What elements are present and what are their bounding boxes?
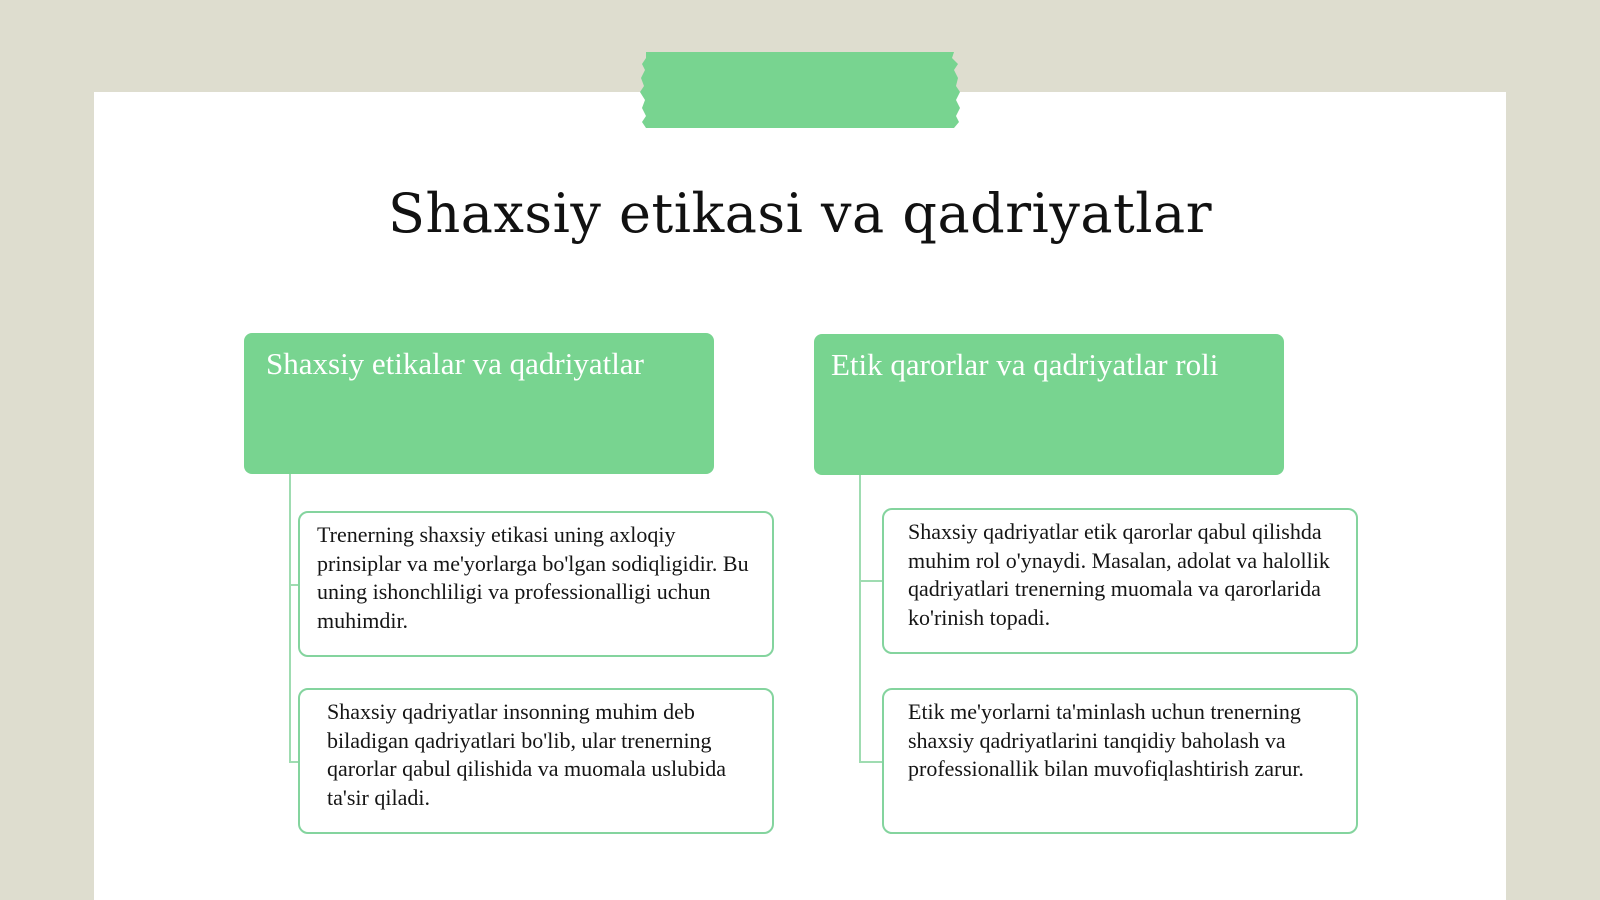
tree-connector-branch-right-2 bbox=[859, 761, 882, 763]
tree-connector-vertical-right bbox=[859, 475, 861, 763]
tree-connector-branch-right-1 bbox=[859, 580, 882, 582]
column-header-label: Etik qarorlar va qadriyatlar roli bbox=[831, 347, 1219, 382]
content-card bbox=[298, 688, 774, 834]
tree-connector-branch-left-1 bbox=[289, 584, 298, 586]
content-card bbox=[882, 688, 1358, 834]
tree-connector-vertical-left bbox=[289, 474, 291, 763]
slide-title: Shaxsiy etikasi va qadriyatlar bbox=[387, 182, 1213, 245]
column-header-ethical-decisions bbox=[814, 334, 1284, 475]
column-header-label: Shaxsiy etikalar va qadriyatlar bbox=[266, 346, 644, 381]
content-card-text: Shaxsiy qadriyatlar insonning muhim deb biladigan qadriyatlari bo'lib, ular trenerning qarorlar qabul qilishida va muomala uslubida ta'sir qiladi. bbox=[327, 699, 726, 810]
content-card bbox=[882, 508, 1358, 654]
washi-tape-decoration bbox=[640, 52, 960, 128]
content-card bbox=[298, 511, 774, 657]
content-card-text: Shaxsiy qadriyatlar etik qarorlar qabul qilishda muhim rol o'ynaydi. Masalan, adolat va halollik qadriyatlari trenerning muomala va qarorlarida ko'rinish topadi. bbox=[908, 519, 1330, 630]
tree-connector-branch-left-2 bbox=[289, 761, 298, 763]
content-card-text: Trenerning shaxsiy etikasi uning axloqiy prinsiplar va me'yorlarga bo'lgan sodiqligidir. Bu uning ishonchliligi va professionalligi uchun muhimdir. bbox=[317, 522, 749, 633]
column-header-personal-ethics bbox=[244, 333, 714, 474]
content-card-text: Etik me'yorlarni ta'minlash uchun trenerning shaxsiy qadriyatlarini tanqidiy baholash va professionallik bilan muvofiqlashtirish zarur. bbox=[908, 699, 1304, 781]
